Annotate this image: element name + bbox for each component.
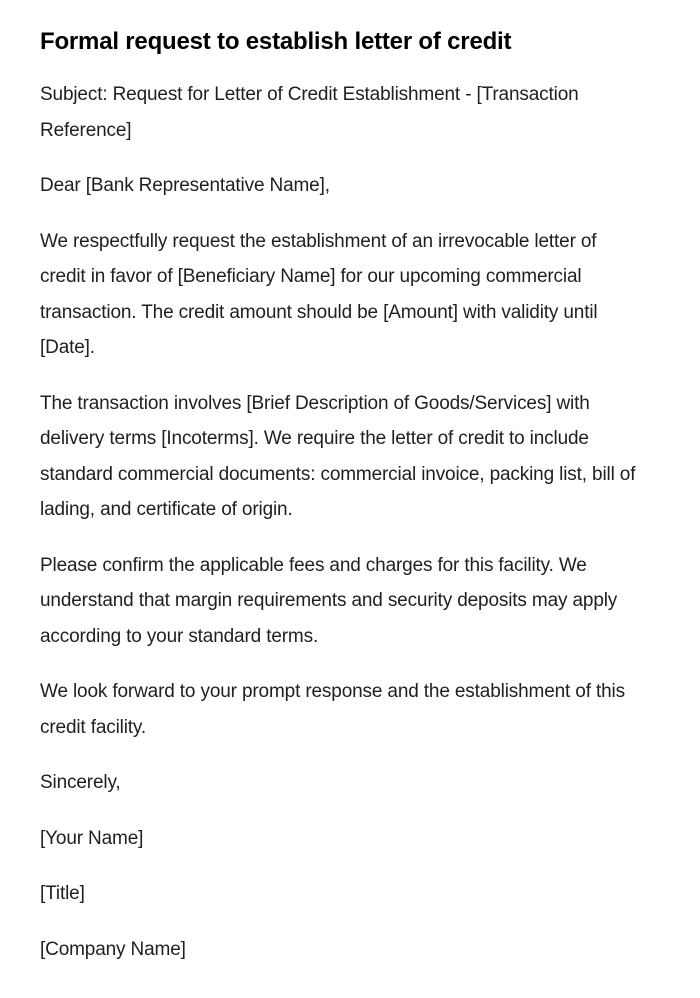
page-title: Formal request to establish letter of credit	[40, 28, 512, 55]
salutation: Dear [Bank Representative Name],	[40, 175, 330, 196]
signature-company: [Company Name]	[40, 938, 186, 960]
body-paragraph-request: We respectfully request the establishment of an irrevocable letter of credit in favor of [Beneficiary Name] for our upcoming commercial transaction. The credit amount should be [Amount] with validity until [Date].	[40, 230, 598, 358]
body-paragraph-transaction: The transaction involves [Brief Description of Goods/Services] with delivery terms [Incoterms]. We require the letter of credit to include standard commercial documents: commercial invoice, packing list, bill of lading, and certificate of origin.	[40, 392, 636, 520]
body-paragraph-fees: Please confirm the applicable fees and charges for this facility. We understand that margin requirements and security deposits may apply according to your standard terms.	[40, 554, 618, 647]
closing-line: Sincerely,	[40, 772, 121, 793]
signature-name: [Your Name]	[40, 827, 144, 849]
subject-line: Subject: Request for Letter of Credit Establishment - [Transaction Reference]	[40, 84, 579, 141]
signature-title: [Title]	[40, 883, 85, 904]
body-paragraph-outlook: We look forward to your prompt response and the establishment of this credit facility.	[40, 681, 625, 738]
